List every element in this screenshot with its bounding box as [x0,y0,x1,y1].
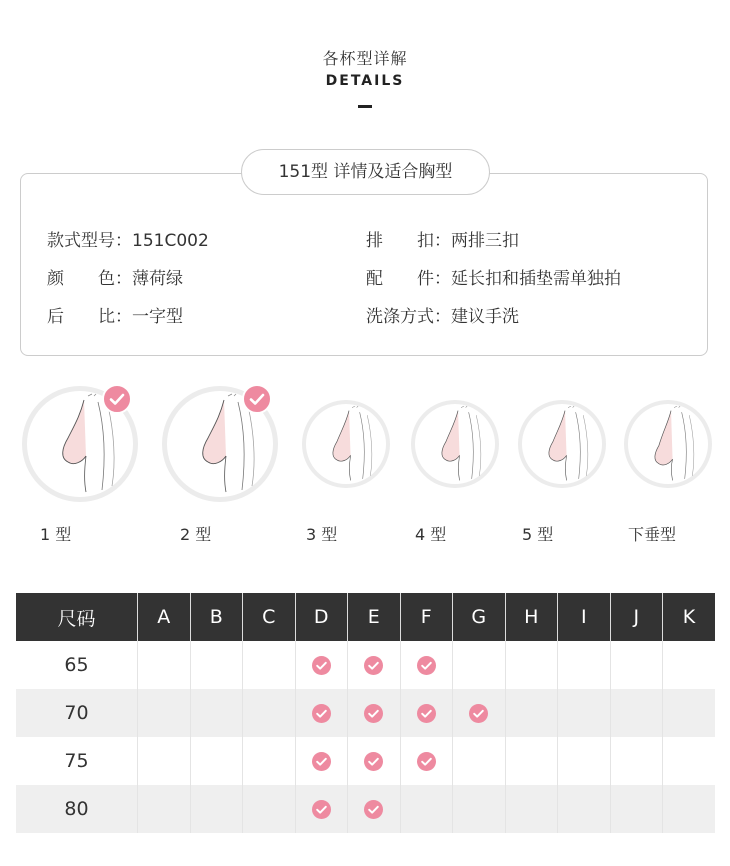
cup-cell [663,785,716,833]
cup-cell [138,689,191,737]
info-value: 两排三扣 [451,231,519,251]
info-key: 款式型号： [47,231,132,251]
table-row [16,689,715,737]
table-header-row [16,593,715,641]
shape-item [624,400,712,488]
shape-item [22,386,138,502]
info-key: 洗涤方式： [366,307,451,327]
check-circle-icon [417,656,436,675]
shape-label: 4 型 [415,525,447,544]
check-circle-icon [312,656,331,675]
shape-item [302,400,390,488]
shape-item [162,386,278,502]
shape-label: 5 型 [522,525,554,544]
info-value: 151C002 [132,231,209,251]
table-header-cup: F [400,593,453,641]
cup-cell [663,737,716,785]
size-chart-table [16,593,715,833]
cup-cell [505,689,558,737]
info-item-hooks [366,226,519,251]
section-title-en: DETAILS [325,73,405,89]
cup-cell [243,641,296,689]
cup-cell [610,641,663,689]
shape-label: 1 型 [40,525,72,544]
table-header-cup: A [138,593,191,641]
cup-cell [138,641,191,689]
table-header-size: 尺码 [16,593,138,641]
cup-cell [295,689,348,737]
cup-cell [243,689,296,737]
cup-cell [663,689,716,737]
shape-item [518,400,606,488]
cup-cell [558,641,611,689]
cup-cell [610,737,663,785]
check-circle-icon [312,800,331,819]
size-cell: 75 [16,737,138,785]
table-row [16,785,715,833]
torso-illustration [302,400,390,488]
check-circle-icon [364,800,383,819]
cup-cell [295,641,348,689]
cup-cell [558,785,611,833]
info-item-back [47,302,183,327]
table-header-cup: J [610,593,663,641]
cup-cell [190,641,243,689]
check-circle-icon [364,752,383,771]
cup-cell [663,641,716,689]
section-title-cn: 各杯型详解 [322,49,408,68]
cup-cell [348,689,401,737]
info-value: 一字型 [132,307,183,327]
check-circle-icon [469,704,488,723]
check-circle-icon [417,704,436,723]
cup-cell [400,785,453,833]
cup-cell [505,641,558,689]
check-circle-icon [364,704,383,723]
cup-cell [348,785,401,833]
title-divider [358,105,372,108]
cup-cell [243,785,296,833]
info-key: 颜 色： [47,269,132,289]
cup-cell [295,737,348,785]
check-circle-icon [102,384,132,414]
cup-cell [453,641,506,689]
check-circle-icon [417,752,436,771]
info-item-model [47,226,209,251]
info-key: 排 扣： [366,231,451,251]
table-header-cup: I [558,593,611,641]
cup-cell [453,689,506,737]
cup-cell [453,785,506,833]
info-value: 薄荷绿 [132,269,183,289]
cup-cell [505,737,558,785]
shape-item [411,400,499,488]
shape-label: 3 型 [306,525,338,544]
shape-label: 下垂型 [628,525,677,544]
table-header-cup: H [505,593,558,641]
cup-cell [453,737,506,785]
table-row [16,737,715,785]
info-value: 建议手洗 [451,307,519,327]
section-header [0,46,730,108]
cup-cell [190,737,243,785]
table-header-cup: E [348,593,401,641]
info-item-color [47,264,183,289]
cup-cell [400,737,453,785]
table-row [16,641,715,689]
torso-illustration [624,400,712,488]
cup-cell [348,641,401,689]
check-circle-icon [364,656,383,675]
size-cell: 70 [16,689,138,737]
size-cell: 80 [16,785,138,833]
cup-cell [558,737,611,785]
info-item-wash [366,302,519,327]
check-circle-icon [312,752,331,771]
table-header-cup: K [663,593,716,641]
info-box-title: 151型 详情及适合胸型 [241,149,490,195]
cup-cell [348,737,401,785]
cup-cell [400,641,453,689]
cup-cell [138,737,191,785]
torso-illustration [518,400,606,488]
cup-cell [610,785,663,833]
cup-cell [190,785,243,833]
cup-cell [295,785,348,833]
cup-cell [138,785,191,833]
check-circle-icon [312,704,331,723]
cup-cell [243,737,296,785]
table-header-cup: C [243,593,296,641]
table-header-cup: G [453,593,506,641]
breast-shape-list [0,380,730,550]
cup-cell [610,689,663,737]
cup-cell [558,689,611,737]
info-key: 配 件： [366,269,451,289]
size-cell: 65 [16,641,138,689]
info-value: 延长扣和插垫需单独拍 [451,269,621,289]
check-circle-icon [242,384,272,414]
shape-label: 2 型 [180,525,212,544]
torso-illustration [411,400,499,488]
cup-cell [400,689,453,737]
info-item-accessories [366,264,621,289]
table-header-cup: D [295,593,348,641]
table-header-cup: B [190,593,243,641]
cup-cell [190,689,243,737]
cup-cell [505,785,558,833]
info-key: 后 比： [47,307,132,327]
